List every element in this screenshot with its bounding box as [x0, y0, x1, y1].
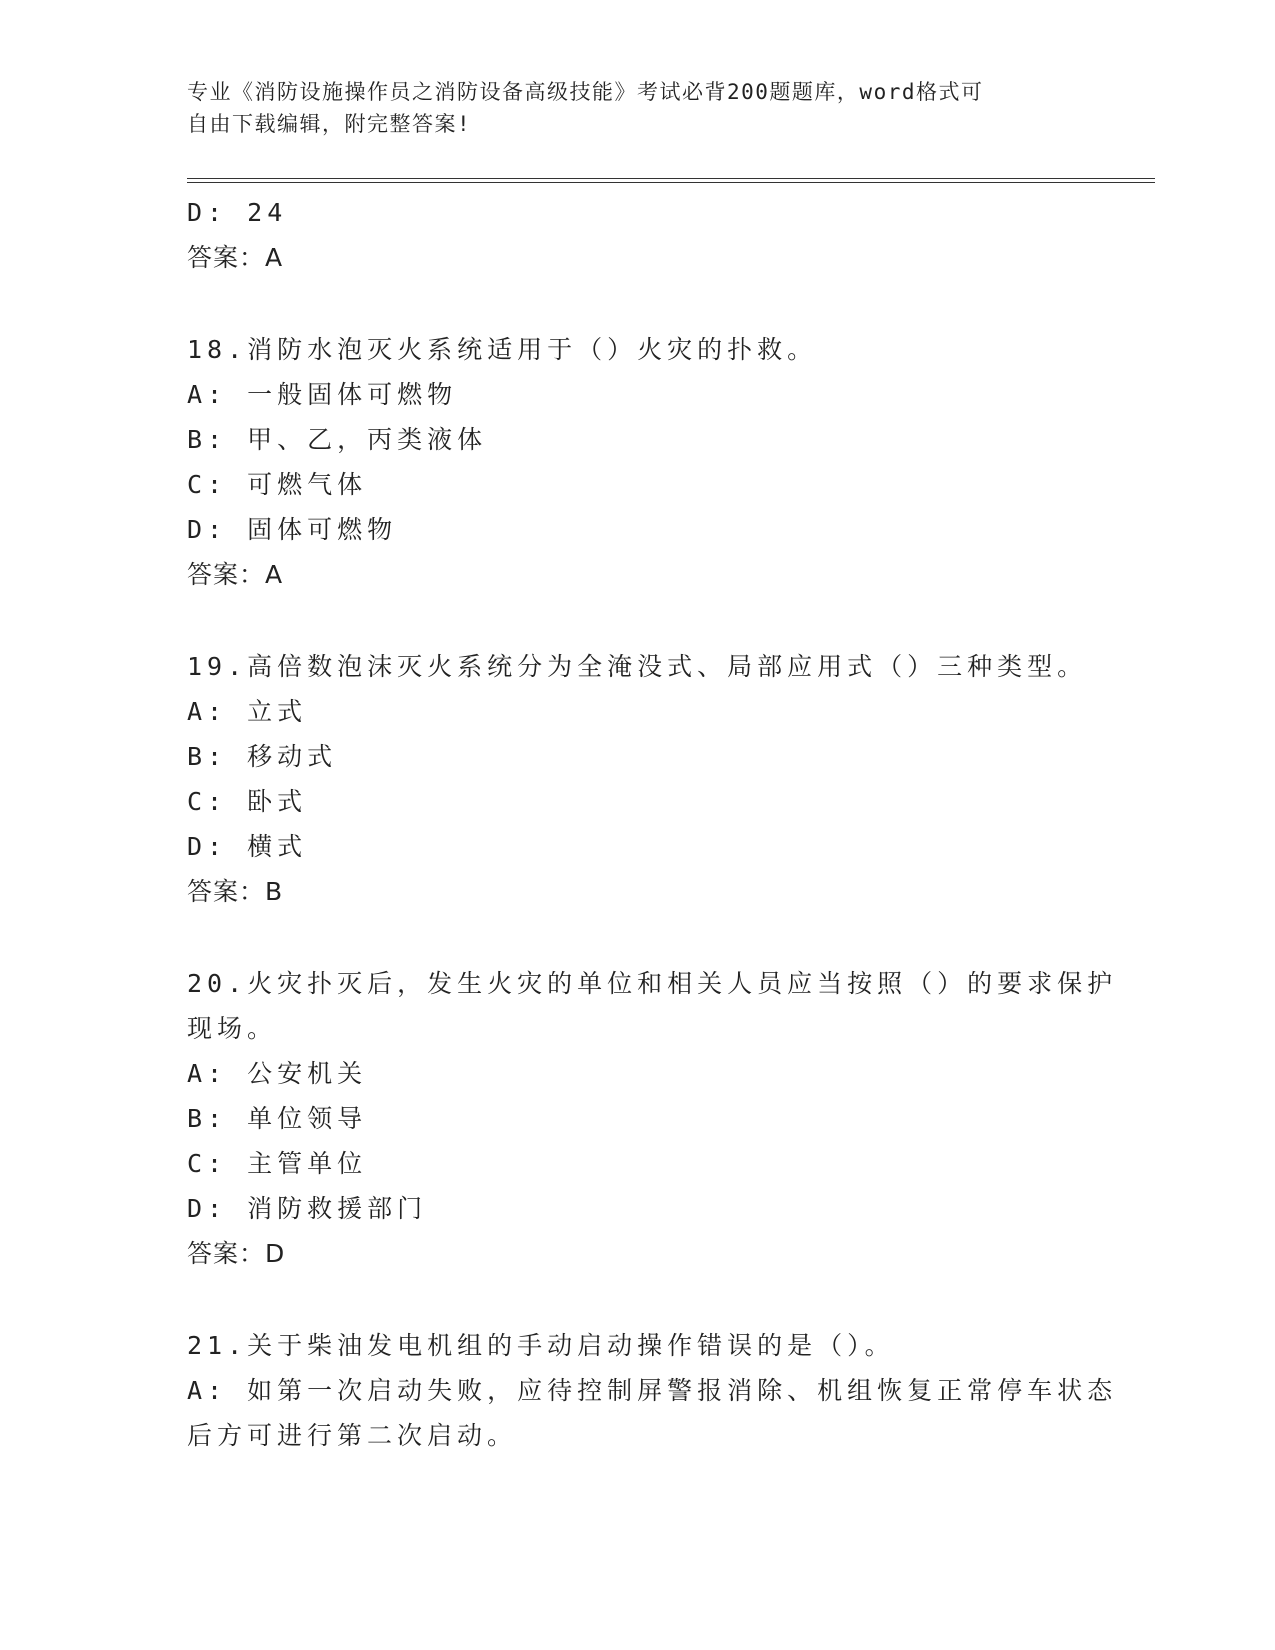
option-a-line-2: 后方可进行第二次启动。: [187, 1421, 518, 1450]
question-stem: 21.关于柴油发电机组的手动启动操作错误的是（）。: [187, 1331, 895, 1360]
answer-line: 答案：B: [187, 877, 284, 906]
option-c: C: 卧式: [187, 787, 308, 816]
answer-line: 答案：A: [187, 243, 284, 272]
question-19: [187, 644, 1087, 914]
option-b: B: 单位领导: [187, 1104, 368, 1133]
page-header: [187, 76, 1067, 140]
question-list: [187, 190, 1118, 1458]
header-divider-top: [187, 178, 1155, 179]
question-21: [187, 1323, 1118, 1458]
option-c: C: 主管单位: [187, 1149, 368, 1178]
question-stem: 19.高倍数泡沫灭火系统分为全淹没式、局部应用式（）三种类型。: [187, 652, 1088, 681]
question-stem-line-1: 20.火灾扑灭后，发生火灾的单位和相关人员应当按照（）的要求保护: [187, 969, 1118, 998]
option-d: D: 固体可燃物: [187, 515, 398, 544]
question-20: [187, 961, 1118, 1276]
option-c: C: 可燃气体: [187, 470, 368, 499]
question-17-tail: [187, 190, 1087, 280]
option-d: D: 消防救援部门: [187, 1194, 428, 1223]
spacer: [187, 597, 1087, 644]
option-a-line-1: A: 如第一次启动失败，应待控制屏警报消除、机组恢复正常停车状态: [187, 1376, 1118, 1405]
spacer: [187, 914, 1087, 961]
spacer: [187, 1276, 1087, 1323]
header-divider-bottom: [187, 182, 1155, 183]
option-d: D: 横式: [187, 832, 308, 861]
option-d: D: 24: [187, 198, 288, 227]
answer-line: 答案：A: [187, 560, 284, 589]
option-b: B: 甲、乙，丙类液体: [187, 425, 488, 454]
answer-line: 答案：D: [187, 1239, 286, 1268]
header-title-line-2: 自由下载编辑，附完整答案!: [187, 112, 472, 136]
option-a: A: 一般固体可燃物: [187, 380, 458, 409]
question-stem: 18.消防水泡灭火系统适用于（）火灾的扑救。: [187, 335, 818, 364]
header-title-line-1: 专业《消防设施操作员之消防设备高级技能》考试必背200题题库，word格式可: [187, 80, 984, 104]
question-stem-line-2: 现场。: [187, 1014, 278, 1043]
option-a: A: 公安机关: [187, 1059, 368, 1088]
option-b: B: 移动式: [187, 742, 338, 771]
spacer: [187, 280, 1087, 327]
option-a: A: 立式: [187, 697, 308, 726]
question-18: [187, 327, 1087, 597]
